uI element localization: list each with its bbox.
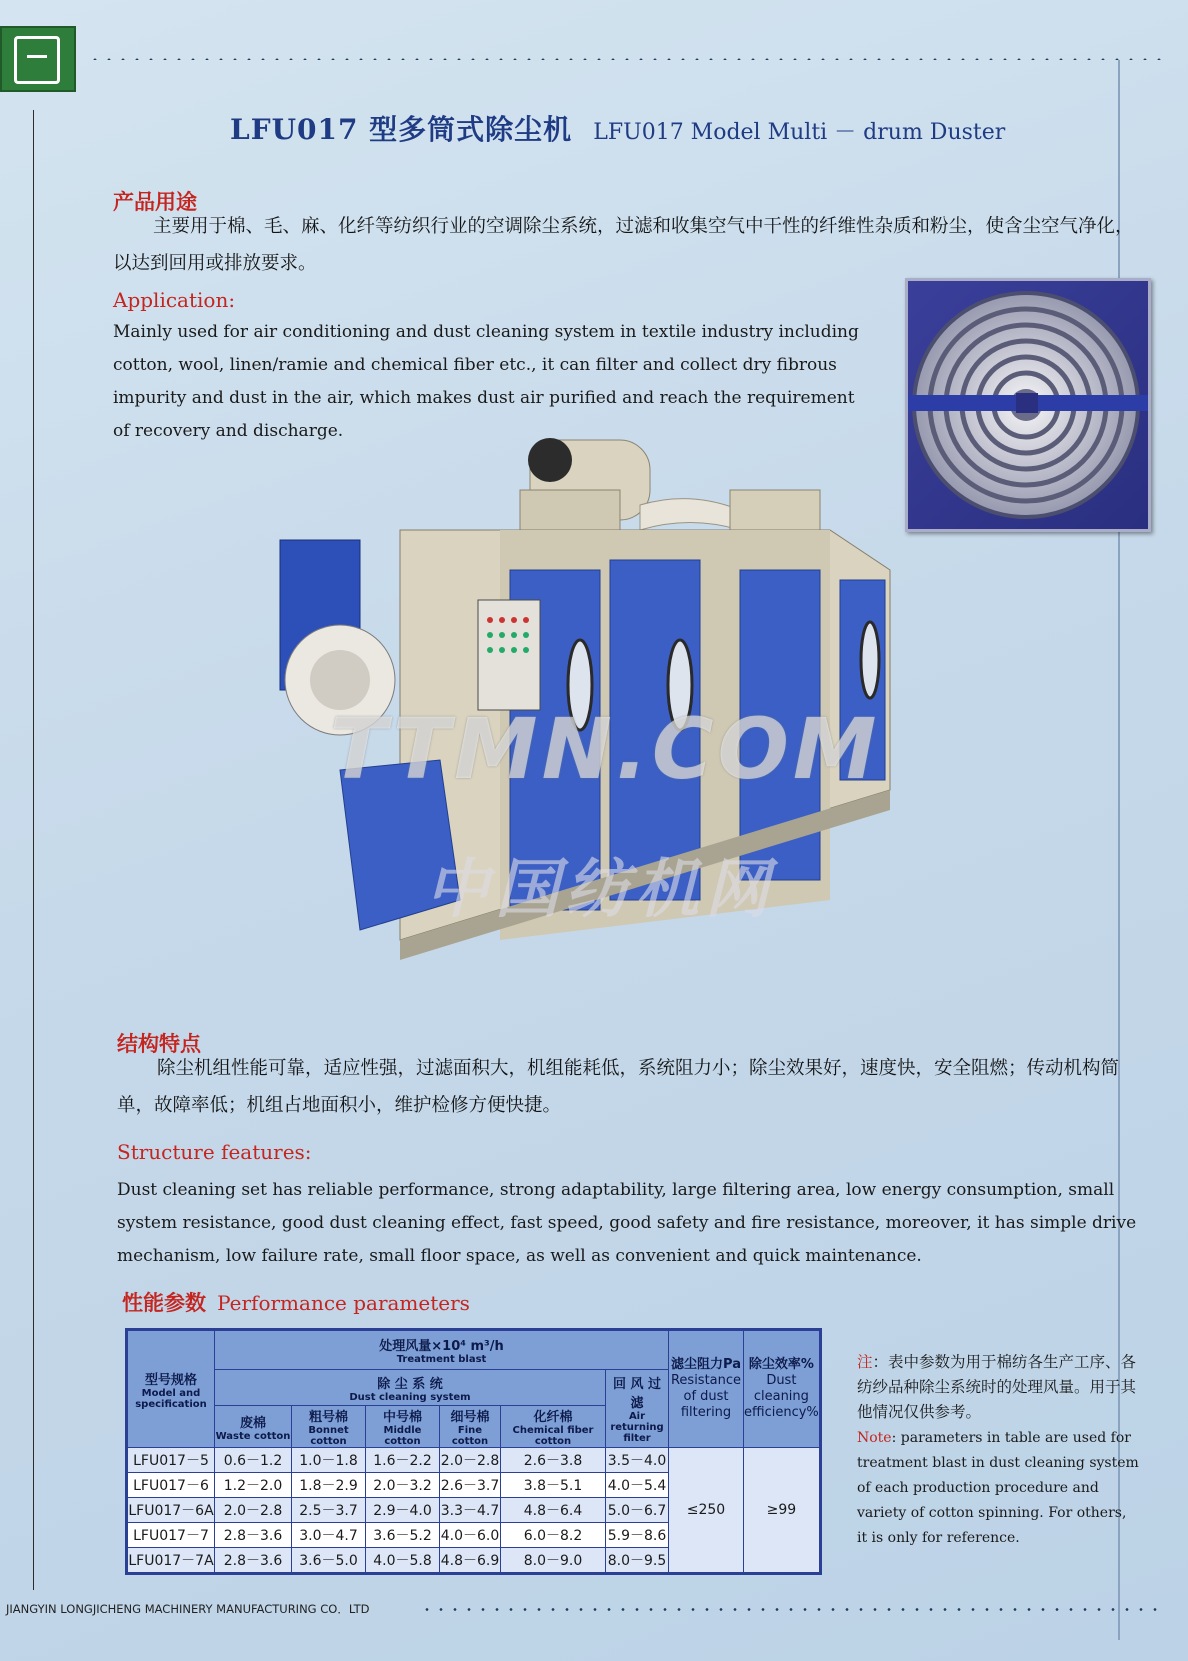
page-title-cn: LFU017 型多筒式除尘机 (230, 113, 573, 146)
bottom-dotted-rule (420, 1608, 1160, 1611)
value-cell: 1.6－2.2 (366, 1448, 440, 1473)
value-cell: 4.0－5.8 (366, 1548, 440, 1574)
sub-header-waste (215, 1406, 292, 1448)
value-cell: 1.2－2.0 (215, 1473, 292, 1498)
sub-header-cn: 化纤棉 (533, 1410, 573, 1425)
value-cell: 5.0－6.7 (606, 1498, 669, 1523)
value-cell: 2.9－4.0 (366, 1498, 440, 1523)
value-cell: 2.0－2.8 (215, 1498, 292, 1523)
blast-header (215, 1330, 669, 1370)
resistance-header-cn: 滤尘阻力Pa (671, 1357, 741, 1372)
system-header-en: Dust cleaning system (349, 1391, 471, 1403)
value-cell: 3.6－5.0 (292, 1548, 366, 1574)
value-cell: 0.6－1.2 (215, 1448, 292, 1473)
model-cell: LFU017－7A (127, 1548, 215, 1574)
efficiency-header-cn: 除尘效率% (748, 1357, 814, 1372)
performance-table (125, 1328, 822, 1575)
watermark-url: TTMN.COM (329, 700, 881, 798)
drum-filter-drawing (908, 281, 1148, 529)
system-header (215, 1370, 606, 1406)
sub-header-en: Bonnet cotton (308, 1425, 349, 1447)
resistance-header (669, 1330, 744, 1448)
sub-header-cn: 粗号棉 (308, 1410, 348, 1425)
table-row (127, 1448, 821, 1473)
structure-text-cn: 除尘机组性能可靠，适应性强，过滤面积大，机组能耗低，系统阻力小；除尘效果好，速度快，安全阻燃；传动机构简单，故障率低；机组占地面积小，维护检修方便快捷。 (117, 1058, 1120, 1116)
sub-header-cn: 细号棉 (450, 1410, 490, 1425)
model-cell: LFU017－5 (127, 1448, 215, 1473)
value-cell: 2.8－3.6 (215, 1523, 292, 1548)
value-cell: 6.0－8.2 (501, 1523, 606, 1548)
value-cell: 2.0－2.8 (440, 1448, 501, 1473)
value-cell: 2.8－3.6 (215, 1548, 292, 1574)
value-cell: 3.3－4.7 (440, 1498, 501, 1523)
return-header-en: Air returning filter (610, 1411, 664, 1444)
sub-header-cn: 废棉 (239, 1415, 266, 1431)
note-label-en: Note (857, 1430, 892, 1446)
note-cn (857, 1350, 1147, 1425)
application-text-en: Mainly used for air conditioning and dust cleaning system in textile industry including cotton, wool, linen/ramie and chemical fiber etc., it can filter and collect dry fibrous impurity and dust in the air, which makes dust air purified and reach the requirement of recovery and discharge. (113, 322, 859, 441)
performance-heading-en: Performance parameters (217, 1291, 470, 1315)
model-header-cn: 型号规格 (144, 1372, 197, 1388)
value-cell: 3.6－5.2 (366, 1523, 440, 1548)
value-cell: 5.9－8.6 (606, 1523, 669, 1548)
sub-header-cn: 中号棉 (382, 1410, 422, 1425)
return-header (606, 1370, 669, 1448)
blast-header-en: Treatment blast (396, 1354, 487, 1365)
note-text-cn: ：表中参数为用于棉纺各生产工序、各纺纱品种除尘系统时的处理风量。用于其他情况仅供参考。 (857, 1353, 1137, 1421)
sub-header-chemical (501, 1406, 606, 1448)
sub-header-en: Waste cotton (215, 1430, 291, 1442)
value-cell: 2.0－3.2 (366, 1473, 440, 1498)
top-dotted-rule (88, 58, 1168, 60)
efficiency-header (744, 1330, 821, 1448)
model-cell: LFU017－7 (127, 1523, 215, 1548)
application-heading-cn: 产品用途 (113, 190, 197, 214)
resistance-value: ≤250 (669, 1448, 744, 1574)
value-cell: 4.0－5.4 (606, 1473, 669, 1498)
structure-text-en: Dust cleaning set has reliable performance, strong adaptability, large filtering area, low energy consumption, small system resistance, good dust cleaning effect, fast speed, good safety and fire resistance, moreover, it has simple drive mechanism, low failure rate, small floor space, as well as convenient and quick maintenance. (117, 1180, 1137, 1266)
sub-header-en: Chemical fiber cotton (512, 1425, 594, 1447)
value-cell: 2.6－3.7 (440, 1473, 501, 1498)
structure-heading-en: Structure features: (117, 1140, 312, 1164)
model-cell: LFU017－6 (127, 1473, 215, 1498)
sub-header-bonnet (292, 1406, 366, 1448)
blast-header-cn: 处理风量×10⁴ m³/h (379, 1339, 504, 1354)
page-title-en: LFU017 Model Multi － drum Duster (593, 120, 1006, 145)
performance-heading-cn: 性能参数 (122, 1291, 206, 1315)
value-cell: 1.8－2.9 (292, 1473, 366, 1498)
value-cell: 8.0－9.5 (606, 1548, 669, 1574)
sub-header-middle (366, 1406, 440, 1448)
value-cell: 3.5－4.0 (606, 1448, 669, 1473)
note-label-cn: 注 (857, 1353, 873, 1371)
application-heading-en: Application: (113, 288, 236, 312)
value-cell: 3.0－4.7 (292, 1523, 366, 1548)
model-header (127, 1330, 215, 1448)
value-cell: 8.0－9.0 (501, 1548, 606, 1574)
value-cell: 1.0－1.8 (292, 1448, 366, 1473)
left-margin-rule (33, 110, 34, 1590)
model-header-en: Model and specification (135, 1387, 207, 1410)
note-en (857, 1426, 1139, 1551)
value-cell: 4.8－6.9 (440, 1548, 501, 1574)
return-header-cn: 回 风 过 滤 (612, 1377, 662, 1411)
sub-header-fine (440, 1406, 501, 1448)
efficiency-value: ≥99 (744, 1448, 821, 1574)
system-header-cn: 除 尘 系 统 (377, 1376, 443, 1392)
drum-filter-photo (905, 278, 1151, 532)
performance-heading (122, 1287, 470, 1317)
application-text-cn: 主要用于棉、毛、麻、化纤等纺织行业的空调除尘系统，过滤和收集空气中干性的纤维性杂质和粉尘，使含尘空气净化，以达到回用或排放要求。 (113, 216, 1134, 274)
value-cell: 3.8－5.1 (501, 1473, 606, 1498)
structure-heading-cn: 结构特点 (117, 1032, 201, 1056)
resistance-header-en: Resistance of dust filtering (670, 1373, 742, 1420)
efficiency-header-en: Dust cleaning efficiency% (744, 1373, 819, 1420)
footer-company: JIANGYIN LONGJICHENG MACHINERY MANUFACTURING CO．LTD (6, 1602, 370, 1616)
value-cell: 2.6－3.8 (501, 1448, 606, 1473)
value-cell: 4.8－6.4 (501, 1498, 606, 1523)
value-cell: 4.0－6.0 (440, 1523, 501, 1548)
note-text-en: : parameters in table are used for treatment blast in dust cleaning system of each production procedure and variety of cotton spinning. For others, it is only for reference. (857, 1430, 1139, 1546)
watermark-cn: 中国纺机网 (425, 853, 775, 927)
model-cell: LFU017－6A (127, 1498, 215, 1523)
sub-header-en: Fine cotton (451, 1425, 489, 1447)
sub-header-en: Middle cotton (383, 1425, 422, 1447)
page-title (230, 108, 1005, 148)
value-cell: 2.5－3.7 (292, 1498, 366, 1523)
page-tab-badge (0, 26, 76, 92)
